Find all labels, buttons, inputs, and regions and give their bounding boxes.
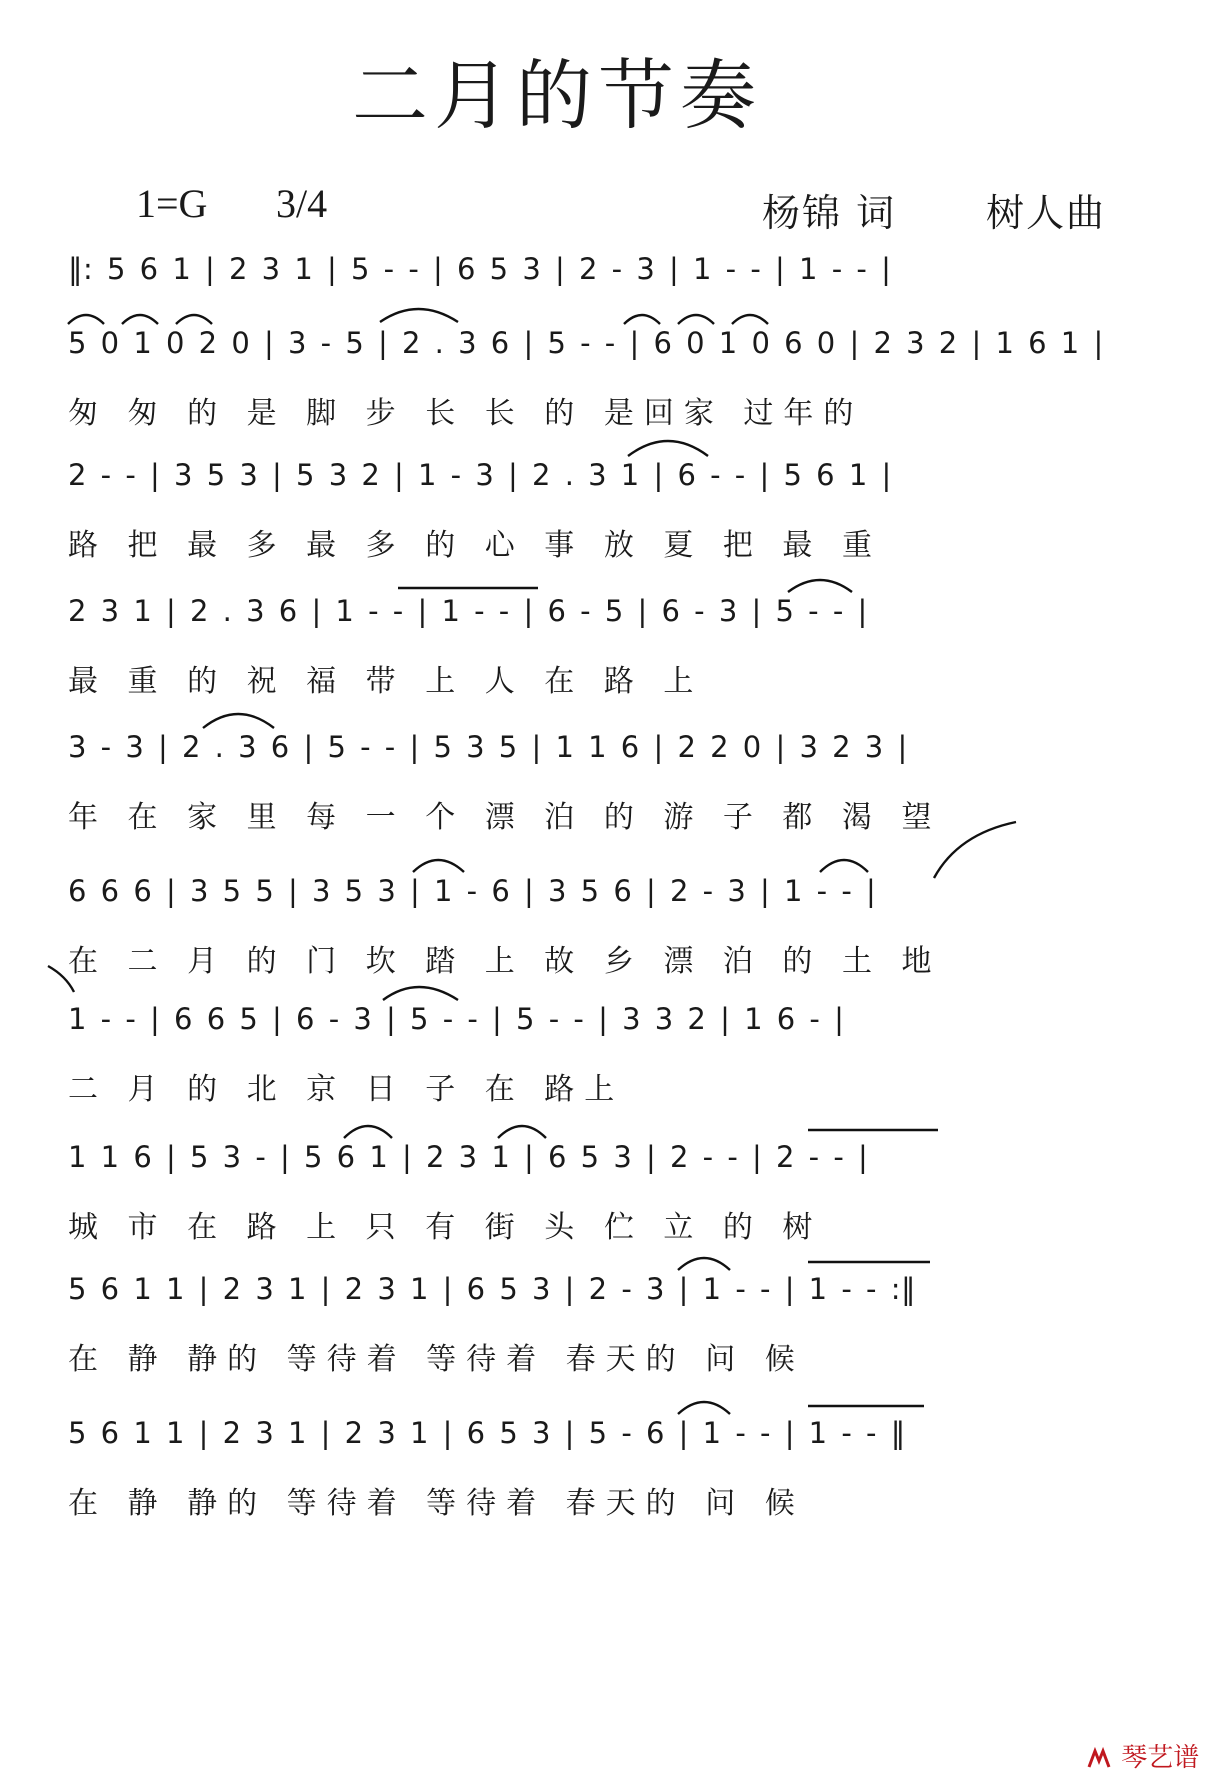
qinyipu-logo-icon [1085, 1745, 1113, 1773]
site-watermark [1085, 1737, 1199, 1773]
lyric-line: 匆 匆 的 是 脚 步 长 长 的 是回家 过年的 [68, 396, 864, 431]
notation-line: 1 1 6 | 5 3 - | 5 6 1 | 2 3 1 | 6 5 3 | 2 - - | 2 - - | [68, 1140, 869, 1174]
slur-marks [68, 1376, 1178, 1420]
notation-line: 6 6 6 | 3 5 5 | 3 5 3 | 1 - 6 | 3 5 6 | 2 - 3 | 1 - - | [68, 874, 877, 908]
lyric-line: 在 二 月 的 门 坎 踏 上 故 乡 漂 泊 的 土 地 [68, 944, 942, 979]
notation-line: 3 - 3 | 2 . 3 6 | 5 - - | 5 3 5 | 1 1 6 | 2 2 0 | 3 2 3 | [68, 730, 908, 764]
lyric-line: 年 在 家 里 每 一 个 漂 泊 的 游 子 都 渴 望 [68, 800, 942, 835]
notation-line: 2 - - | 3 5 3 | 5 3 2 | 1 - 3 | 2 . 3 1 | 6 - - | 5 6 1 | [68, 458, 892, 492]
slur-marks [68, 418, 1178, 462]
time-signature: 3/4 [276, 181, 328, 226]
notation-line: 5 6 1 1 | 2 3 1 | 2 3 1 | 6 5 3 | 5 - 6 | 1 - - | 1 - - ‖ [68, 1416, 906, 1450]
notation-line: 5 0 1 0 2 0 | 3 - 5 | 2 . 3 6 | 5 - - | 6 0 1 0 6 0 | 2 3 2 | 1 6 1 | [68, 326, 1104, 360]
slur-marks [68, 690, 1178, 734]
song-title: 二月的节奏 [352, 51, 762, 140]
watermark-text: 琴艺谱 [1121, 1743, 1200, 1773]
key-signature: 1=G [136, 181, 208, 226]
notation-line: 1 - - | 6 6 5 | 6 - 3 | 5 - - | 5 - - | 3 3 2 | 1 6 - | [68, 1002, 845, 1036]
lyric-line: 最 重 的 祝 福 带 上 人 在 路 上 [68, 664, 704, 699]
slur-marks [68, 1232, 1178, 1276]
notation-line: 2 3 1 | 2 . 3 6 | 1 - - | 1 - - | 6 - 5 | 6 - 3 | 5 - - | [68, 594, 868, 628]
composer-credit: 树人曲 [986, 191, 1107, 235]
lyric-line: 二 月 的 北 京 日 子 在 路上 [68, 1072, 625, 1107]
slur-marks [68, 962, 1178, 1006]
notation-line: 5 6 1 1 | 2 3 1 | 2 3 1 | 6 5 3 | 2 - 3 | 1 - - | 1 - - :‖ [68, 1272, 916, 1306]
lyric-line: 在 静 静的 等待着 等待着 春天的 问 候 [68, 1342, 805, 1377]
slur-marks [68, 554, 1178, 598]
notation-line: ‖: 5 6 1 | 2 3 1 | 5 - - | 6 5 3 | 2 - 3 | 1 - - | 1 - - | [68, 252, 892, 286]
slur-marks [68, 834, 1178, 878]
lyric-line: 路 把 最 多 最 多 的 心 事 放 夏 把 最 重 [68, 528, 882, 563]
lyric-line: 在 静 静的 等待着 等待着 春天的 问 候 [68, 1486, 805, 1521]
slur-marks [68, 286, 1178, 330]
lyricist-credit: 杨锦 词 [762, 191, 897, 235]
lyric-line: 城 市 在 路 上 只 有 街 头 伫 立 的 树 [68, 1210, 823, 1245]
slur-marks [68, 1100, 1178, 1144]
